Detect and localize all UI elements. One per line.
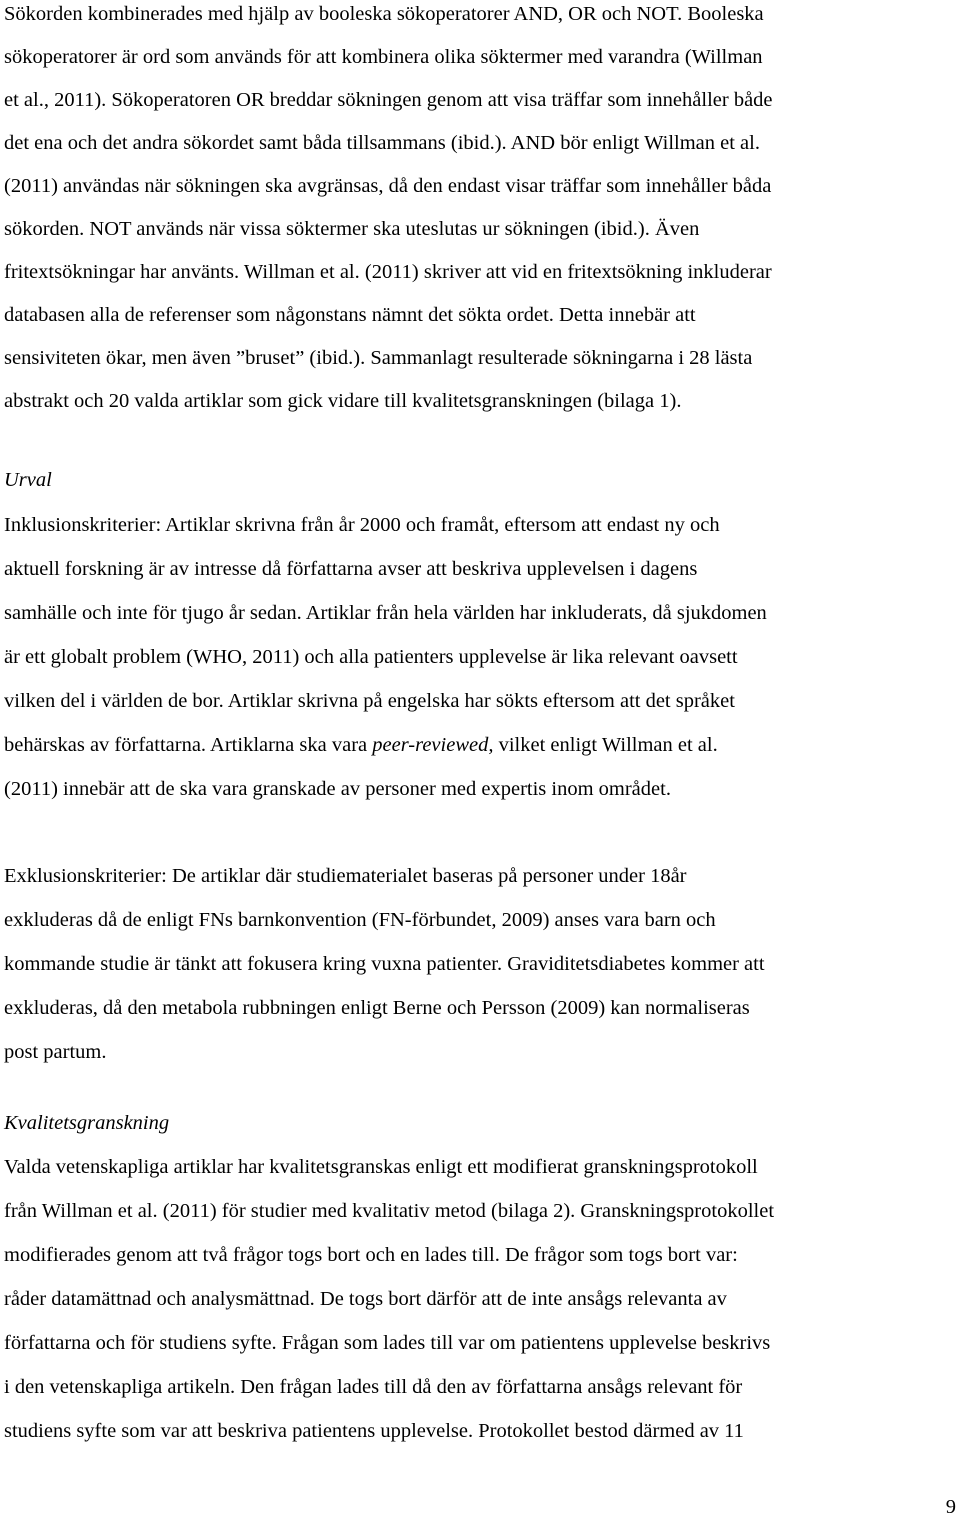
italic-term: peer-reviewed,	[372, 734, 494, 756]
text-line: aktuell forskning är av intresse då författarna avser att beskriva upplevelsen i dagens	[4, 558, 698, 580]
text-line: i den vetenskapliga artikeln. Den frågan lades till då den av författarna ansågs relevant för	[4, 1376, 743, 1398]
page-number: 9	[945, 1496, 956, 1518]
text-line: Valda vetenskapliga artiklar har kvalitetsgranskas enligt ett modifierat granskningsprotokoll	[4, 1156, 758, 1178]
text-line: studiens syfte som var att beskriva patientens upplevelse. Protokollet bestod därmed av 11	[4, 1420, 744, 1442]
section-heading-urval: Urval	[4, 469, 52, 491]
text-line: samhälle och inte för tjugo år sedan. Artiklar från hela världen har inkluderats, då sjukdomen	[4, 602, 767, 624]
text-line: (2011) innebär att de ska vara granskade av personer med expertis inom området.	[4, 778, 671, 800]
text-line: databasen alla de referenser som någonstans nämnt det sökta ordet. Detta innebär att	[4, 304, 696, 326]
text-line: fritextsökningar har använts. Willman et al. (2011) skriver att vid en fritextsökning inkluderar	[4, 261, 772, 283]
text-line: är ett globalt problem (WHO, 2011) och alla patienters upplevelse är lika relevant oavsett	[4, 646, 738, 668]
text-line: råder datamättnad och analysmättnad. De togs bort därför att de inte ansågs relevanta av	[4, 1288, 727, 1310]
text-line: kommande studie är tänkt att fokusera kring vuxna patienter. Graviditetsdiabetes kommer att	[4, 953, 765, 975]
text-line: abstrakt och 20 valda artiklar som gick vidare till kvalitetsgranskningen (bilaga 1).	[4, 390, 682, 412]
text-line: Inklusionskriterier: Artiklar skrivna från år 2000 och framåt, eftersom att endast ny och	[4, 514, 720, 536]
text-line: (2011) användas när sökningen ska avgränsas, då den endast visar träffar som innehåller båda	[4, 175, 772, 197]
text-run: behärskas av författarna. Artiklarna ska vara	[4, 734, 373, 756]
text-line: författarna och för studiens syfte. Frågan som lades till var om patientens upplevelse beskrivs	[4, 1332, 771, 1354]
text-line: Sökorden kombinerades med hjälp av booleska sökoperatorer AND, OR och NOT. Booleska	[4, 3, 764, 25]
text-line: exkluderas då de enligt FNs barnkonvention (FN-förbundet, 2009) anses vara barn och	[4, 909, 716, 931]
text-line: sensiviteten ökar, men även ”bruset” (ibid.). Sammanlagt resulterade sökningarna i 28 lästa	[4, 347, 753, 369]
text-line: post partum.	[4, 1041, 107, 1063]
text-line: från Willman et al. (2011) för studier med kvalitativ metod (bilaga 2). Granskningsprotokollet	[4, 1200, 775, 1222]
section-heading-kvalitetsgranskning: Kvalitetsgranskning	[4, 1112, 170, 1134]
text-line: sökoperatorer är ord som används för att kombinera olika söktermer med varandra (Willman	[4, 46, 763, 68]
text-line: modifierades genom att två frågor togs bort och en lades till. De frågor som togs bort var:	[4, 1244, 738, 1266]
text-line: vilken del i världen de bor. Artiklar skrivna på engelska har sökts eftersom att det språket	[4, 690, 735, 712]
text-run: vilket enligt Willman et al.	[493, 734, 718, 756]
text-line: det ena och det andra sökordet samt båda tillsammans (ibid.). AND bör enligt Willman et al.	[4, 132, 760, 154]
text-line: Exklusionskriterier: De artiklar där studiematerialet baseras på personer under 18år	[4, 865, 687, 887]
text-line: sökorden. NOT används när vissa söktermer ska uteslutas ur sökningen (ibid.). Även	[4, 218, 700, 240]
text-line: exkluderas, då den metabola rubbningen enligt Berne och Persson (2009) kan normaliseras	[4, 997, 750, 1019]
text-line	[4, 731, 718, 759]
text-line: et al., 2011). Sökoperatoren OR breddar sökningen genom att visa träffar som innehåller både	[4, 89, 773, 111]
